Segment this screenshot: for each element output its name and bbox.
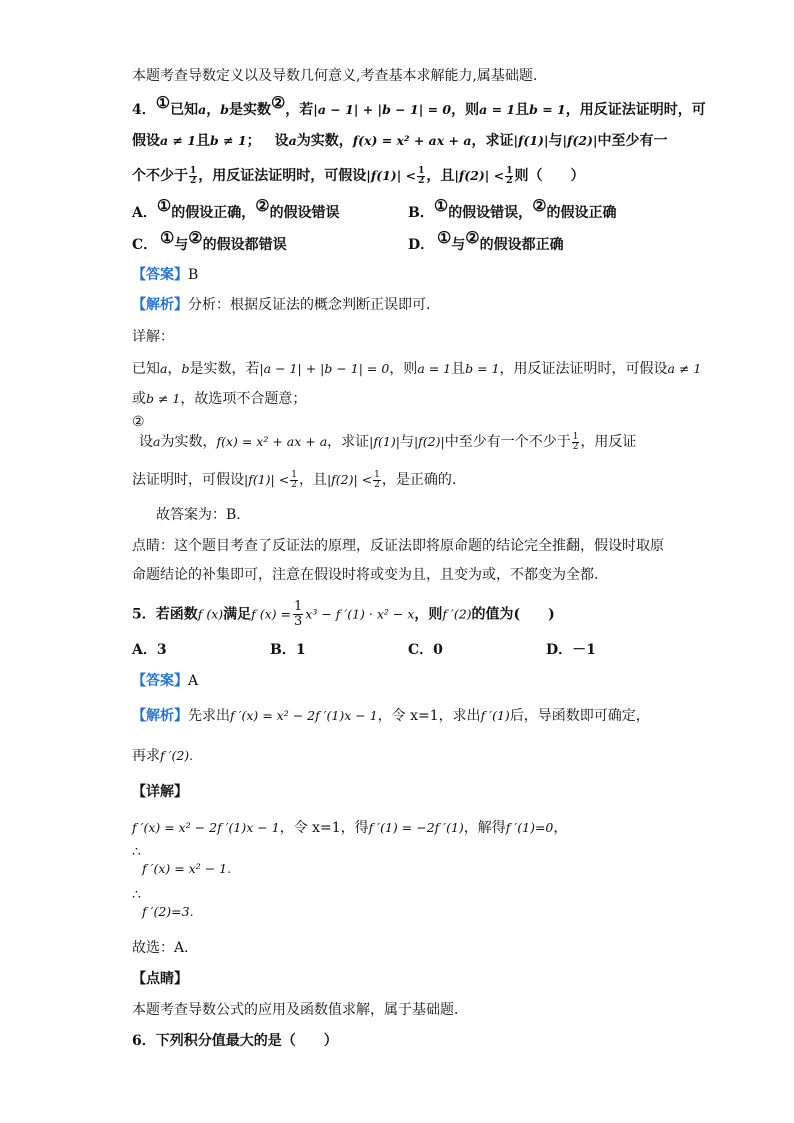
q5-option-b: B．1: [270, 642, 306, 658]
q5-answer: 【答案】A: [132, 673, 199, 689]
q4-option-c: C． ①与②的假设都错误: [132, 228, 287, 253]
q4-answer: 【答案】B: [132, 267, 199, 283]
fraction-one-half: $\frac{1}{2}$: [291, 469, 297, 490]
circle-1-icon: ①: [433, 196, 449, 215]
q5-comment-heading: 【点睛】: [132, 971, 188, 987]
circle-2-icon: ②: [465, 228, 480, 247]
q4-detail-heading: 详解：: [132, 329, 174, 345]
circle-1-icon: ①: [436, 228, 452, 247]
fraction-one-half: $\frac{1}{2}$: [190, 165, 197, 186]
q4-detail-line2: 或b ≠ 1，故选项不合题意；: [132, 391, 307, 407]
q4-comment-line1: 点睛：这个题目考查了反证法的原理，反证法即将原命题的结论完全推翻，假设时取原: [132, 538, 664, 554]
fraction-one-half: $\frac{1}{2}$: [374, 469, 380, 490]
circle-2-icon: ②: [132, 414, 145, 430]
therefore-icon: ∴: [132, 844, 141, 860]
circle-2-icon: ②: [255, 196, 270, 215]
q4-option-a: A．①的假设正确，②的假设错误: [132, 196, 340, 221]
fraction-one-third: $\frac{1}{3}$: [294, 599, 303, 629]
fraction-one-half: $\frac{1}{2}$: [418, 165, 425, 186]
circle-2-icon: ②: [270, 93, 286, 112]
circle-1-icon: ①: [155, 93, 171, 112]
q5-choose: 故选：A．: [132, 940, 199, 956]
circle-2-icon: ②: [188, 228, 203, 247]
q4-detail-circle-2: [132, 412, 145, 432]
q4-stem-line3: 个不少于 $\frac{1}{2}$ ，用反证法证明时，可假设|f(1)| < $\frac{1}{2}$ ，且|f(2)| < $\frac{1}{2}$ 则（ ）: [132, 165, 585, 186]
q5-option-c: C．0: [408, 642, 443, 658]
q5-detail-line3: f ′(2)=3.: [142, 904, 194, 919]
q4-option-b: B．①的假设错误，②的假设正确: [408, 196, 617, 221]
q5-analysis-line1: 【解析】先求出f ′(x) = x² − 2f ′(1)x − 1，令 x=1，求出f ′(1)后，导函数即可确定，: [132, 708, 650, 724]
q4-stem-line1: 4．①已知a，b是实数②，若|a − 1| + |b − 1| = 0，则a = 1且b = 1，用反证法证明时，可: [132, 93, 706, 118]
fraction-one-half: $\frac{1}{2}$: [506, 165, 513, 186]
q5-detail-line1: f ′(x) = x² − 2f ′(1)x − 1，令 x=1，得f ′(1) = −2f ′(1)，解得f ′(1)=0，: [132, 820, 568, 836]
q6-stem: 6．下列积分值最大的是（ ）: [132, 1033, 338, 1049]
q4-analysis: 【解析】分析：根据反证法的概念判断正误即可.: [132, 297, 431, 313]
q4-stem-line2: 假设a ≠ 1且b ≠ 1； 设a为实数，f(x) = x² + ax + a，求证|f(1)|与|f(2)|中至少有一: [132, 133, 668, 149]
q4-comment-line2: 命题结论的补集即可，注意在假设时将或变为且，且变为或，不都变为全都.: [132, 567, 599, 583]
therefore-icon: ∴: [132, 887, 141, 903]
q5-option-a: A．3: [132, 642, 167, 658]
q5-analysis-line2: 再求f ′(2).: [132, 748, 194, 764]
circle-1-icon: ①: [159, 228, 175, 247]
circle-1-icon: ①: [156, 196, 172, 215]
q4-detail-line5: 法证明时，可假设|f(1)| < $\frac{1}{2}$ ，且|f(2)| < $\frac{1}{2}$ ，是正确的.: [132, 469, 457, 490]
fraction-one-half: $\frac{1}{2}$: [572, 431, 579, 452]
intro-line: 本题考查导数定义以及导数几何意义,考查基本求解能力,属基础题.: [132, 68, 538, 84]
q5-option-d: D．－1: [546, 642, 596, 658]
q5-stem: 5．若函数f (x)满足f (x) = $\frac{1}{3}$ x³ − f ′(1) · x² − x，则f ′(2)的值为( ): [132, 599, 555, 629]
q4-detail-line4: 设a为实数，f(x) = x² + ax + a，求证|f(1)|与|f(2)|中至少有一个不少于 $\frac{1}{2}$ ，用反证: [139, 431, 637, 452]
q5-detail-heading: 【详解】: [132, 784, 188, 800]
q5-detail-line2: f ′(x) = x² − 1.: [142, 861, 232, 876]
q4-detail-line1: 已知a，b是实数，若|a − 1| + |b − 1| = 0，则a = 1且b = 1，用反证法证明时，可假设a ≠ 1: [132, 361, 702, 377]
q5-comment: 本题考查导数公式的应用及函数值求解，属于基础题．: [132, 1002, 468, 1018]
q4-conclusion: 故答案为：B.: [156, 507, 241, 523]
q4-option-d: D． ①与②的假设都正确: [408, 228, 564, 253]
circle-2-icon: ②: [532, 196, 547, 215]
